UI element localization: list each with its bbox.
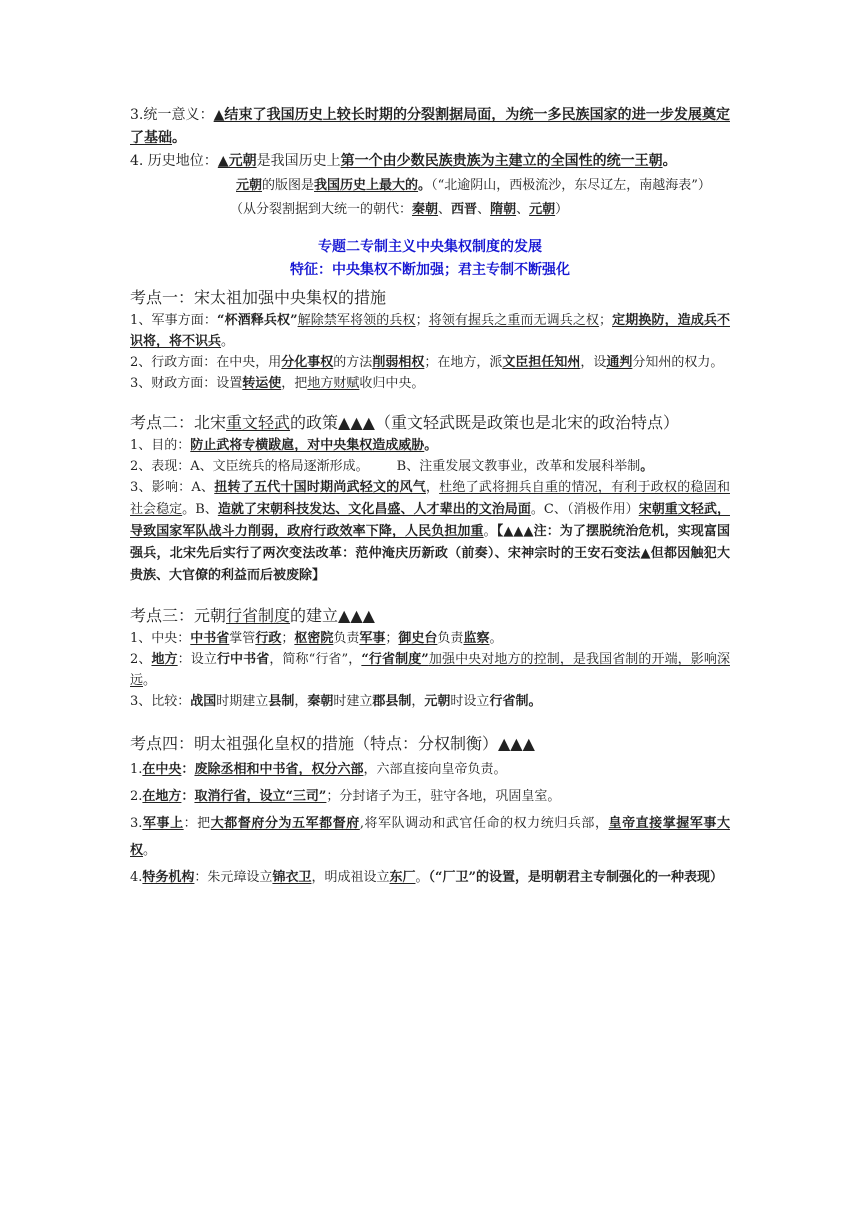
text-run: 文臣担任知州: [502, 355, 581, 370]
text-run: ，简称“行省”，: [269, 652, 362, 667]
text-run: 。: [172, 130, 186, 146]
text-run: 【▲▲▲注：为了摆脱统治危机，实现富国强兵，北宋先后实行了两次变法改革：范仲淹庆历新政（前奏）、宋神宗时的王安石变法▲但都因触犯大贵族、大官僚的利益而后被废除】: [130, 524, 730, 583]
text-run: 3.: [130, 816, 143, 831]
kp2-purpose: [130, 435, 730, 456]
text-run: 。: [489, 631, 503, 646]
text-run: 地方: [151, 652, 178, 667]
text-run: 考点三：元朝: [130, 606, 227, 625]
text-run: 取消行省，设立“三司”: [194, 789, 327, 804]
text-run: 时设立: [450, 694, 490, 709]
text-run: ；: [415, 313, 429, 328]
text-run: 战国: [190, 694, 217, 709]
text-run: ；: [385, 631, 399, 646]
topic-title: 专题二专制主义中央集权制度的发展: [318, 239, 542, 255]
text-run: 扭转了五代十国时期尚武轻文的风气: [214, 480, 426, 495]
text-run: 在中央: [142, 762, 182, 777]
text-run: ，: [294, 694, 308, 709]
text-run: ，: [411, 694, 425, 709]
text-run: 、: [516, 202, 530, 217]
text-run: ；在地方，派: [424, 355, 503, 370]
text-run: 负责: [437, 631, 464, 646]
text-run: 。: [640, 459, 654, 474]
text-run: 特务机构: [142, 870, 195, 885]
text-run: 县制: [268, 694, 295, 709]
text-run: 分知州的权力。: [632, 355, 724, 370]
kp2-influence: [130, 477, 730, 587]
text-run: ：: [181, 762, 195, 777]
text-run: 。: [483, 524, 497, 539]
text-run: 掌管: [229, 631, 256, 646]
key-point-4-heading: 考点四：明太祖强化皇权的措施（特点：分权制衡）▲▲▲: [130, 734, 535, 753]
text-run: 3、财政方面：设置: [130, 376, 243, 391]
text-run: 。: [418, 178, 432, 193]
text-run: 。: [143, 673, 157, 688]
text-run: 2、表现：A、文臣统兵的格局逐渐形成。: [130, 459, 369, 474]
text-run: 、: [477, 202, 491, 217]
text-run: 元朝: [529, 202, 556, 217]
text-run: ，把: [281, 376, 308, 391]
text-run: ；: [281, 631, 295, 646]
text-run: 郡县制: [372, 694, 412, 709]
text-run: 废除丞相和中书省，权分六部: [194, 762, 364, 777]
text-run: 行中书省: [216, 652, 270, 667]
text-run: ，设: [580, 355, 607, 370]
text-run: （“北逾阴山，西极流沙，东尽辽左，南越海表”）: [431, 178, 711, 193]
text-run: 我国历史上最大的: [314, 178, 419, 193]
text-run: 考点二：北宋: [130, 413, 227, 432]
text-run: 地方财赋: [307, 376, 360, 391]
text-run: 的政策▲▲▲（重文轻武既是政策也是北宋的政治特点）: [290, 413, 679, 432]
kp4-secret-police: [130, 864, 730, 891]
text-run: 解除禁军将领的兵权: [297, 313, 416, 328]
text-run: 宋朝重文轻武，导致国家军队战斗力削弱，政府行政效率下降，人民负担加重: [130, 502, 730, 539]
text-run: 的建立▲▲▲: [290, 606, 375, 625]
text-run: 御史台: [398, 631, 438, 646]
text-run: ；: [599, 313, 613, 328]
text-run: 时期建立: [216, 694, 269, 709]
text-run: “杯酒释兵权”: [216, 313, 298, 328]
text-run: 1、目的：: [130, 438, 191, 453]
text-run: 行省制度: [226, 606, 291, 625]
text-run: 造就了宋朝科技发达、文化昌盛、人才辈出的文治局面: [217, 502, 531, 517]
text-run: ：把: [183, 816, 211, 831]
text-run: （从分裂割据到大统一的朝代：: [230, 202, 413, 217]
text-run: 3、影响：A、: [130, 480, 215, 495]
kp1-military: [130, 310, 730, 352]
text-run: 。: [143, 843, 157, 858]
territory-note: [130, 175, 730, 196]
text-run: 1、中央：: [130, 631, 191, 646]
kp4-central: [130, 756, 730, 783]
text-run: 1.: [130, 762, 143, 777]
text-run: 2.: [130, 789, 143, 804]
text-run: 大都督府分为五军都督府: [210, 816, 360, 831]
text-run: （“厂卫”的设置，是明朝君主专制强化的一种表现）: [428, 870, 723, 885]
text-run: 。: [528, 694, 542, 709]
text-run: 第一个由少数民族贵族为主建立的全国性的统一王朝: [340, 153, 663, 169]
text-run: ▲结束了我国历史上较长时期的分裂割据局面，为统一多民族国家的进一步发展奠定了基础: [130, 107, 730, 146]
text-run: 收归中央。: [359, 376, 425, 391]
unified-dynasties-note: [130, 199, 730, 220]
text-run: 加强中央对地方的控制，是我国省制的开端，影响深远: [130, 652, 730, 688]
text-run: 锦衣卫: [272, 870, 312, 885]
text-run: 军事上: [142, 816, 184, 831]
text-run: 秦朝: [307, 694, 334, 709]
key-point-3-heading: [130, 604, 730, 628]
kp1-administration: [130, 352, 730, 373]
text-run: 元朝: [424, 694, 451, 709]
text-run: 隋朝: [490, 202, 517, 217]
text-run: ,将军队调动和武官任命的权力统归兵部，: [359, 816, 609, 831]
text-run: 转运使: [242, 376, 282, 391]
kp3-comparison: [130, 691, 730, 712]
text-run: ：朱元璋设立: [194, 870, 273, 885]
text-run: 皇帝直接掌握军事大权: [130, 816, 730, 858]
kp4-local: [130, 783, 730, 810]
text-run: 1、军事方面：: [130, 313, 217, 328]
text-run: 在地方: [142, 789, 182, 804]
text-run: 重文轻武: [226, 413, 291, 432]
key-point-2-heading: [130, 411, 730, 435]
text-run: 行政: [255, 631, 282, 646]
document-body: [130, 104, 730, 891]
text-run: 时建立: [333, 694, 373, 709]
text-run: ）: [555, 202, 569, 217]
text-run: 行省制: [489, 694, 529, 709]
text-run: 是我国历史上: [256, 153, 341, 169]
text-run: 将领有握兵之重而无调兵之权: [428, 313, 600, 328]
text-run: “行省制度”: [361, 652, 429, 667]
text-run: ，: [425, 480, 440, 495]
unification-significance: [130, 104, 730, 150]
text-run: 3.统一意义：: [130, 107, 214, 123]
text-run: 4. 历史地位：: [130, 153, 218, 169]
text-run: 。: [424, 438, 438, 453]
historical-status: [130, 150, 730, 173]
text-run: 。C、（消极作用）: [530, 502, 639, 517]
text-run: 2、: [130, 652, 152, 667]
text-run: ，六部直接向皇帝负责。: [363, 762, 507, 777]
text-run: 西晋: [451, 202, 478, 217]
text-run: 枢密院: [294, 631, 334, 646]
text-run: ，明成祖设立: [311, 870, 390, 885]
text-run: 军事: [359, 631, 386, 646]
text-run: 。: [415, 870, 429, 885]
key-point-1-heading: 考点一：宋太祖加强中央集权的措施: [130, 288, 387, 307]
text-run: 元朝: [236, 178, 263, 193]
text-run: 中书省: [190, 631, 230, 646]
text-run: ：设立: [177, 652, 217, 667]
text-run: 的方法: [333, 355, 373, 370]
text-run: 4.: [130, 870, 143, 885]
text-run: 、: [438, 202, 452, 217]
text-run: ：: [181, 789, 195, 804]
text-run: ▲元朝: [217, 153, 257, 169]
kp4-military: [130, 810, 730, 864]
kp2-manifestation: [130, 456, 730, 477]
kp3-local: [130, 649, 730, 691]
text-run: 秦朝: [412, 202, 439, 217]
text-run: 2、行政方面：在中央，用: [130, 355, 282, 370]
text-run: 监察: [463, 631, 490, 646]
text-run: 。: [662, 153, 677, 169]
kp3-central: [130, 628, 730, 649]
text-run: 的版图是: [262, 178, 315, 193]
text-run: 分化事权: [281, 355, 334, 370]
topic-subtitle: 特征：中央集权不断加强；君主专制不断强化: [290, 262, 570, 278]
text-run: B、注重发展文教事业，改革和发展科举制: [396, 459, 641, 474]
text-run: 东厂: [389, 870, 416, 885]
kp1-finance: [130, 373, 730, 394]
text-run: ；分封诸子为王，驻守各地，巩固皇室。: [326, 789, 561, 804]
text-run: 定期换防，造成兵不识将，将不识兵: [130, 313, 730, 349]
text-run: 负责: [333, 631, 360, 646]
text-run: 。B、: [182, 502, 218, 517]
text-run: 削弱相权: [372, 355, 425, 370]
text-run: 杜绝了武将拥兵自重的情况，有利于政权的稳固和社会稳定: [130, 480, 730, 517]
text-run: 3、比较：: [130, 694, 191, 709]
text-run: 通判: [606, 355, 633, 370]
text-run: 。: [221, 334, 235, 349]
text-run: 防止武将专横跋扈，对中央集权造成威胁: [190, 438, 425, 453]
